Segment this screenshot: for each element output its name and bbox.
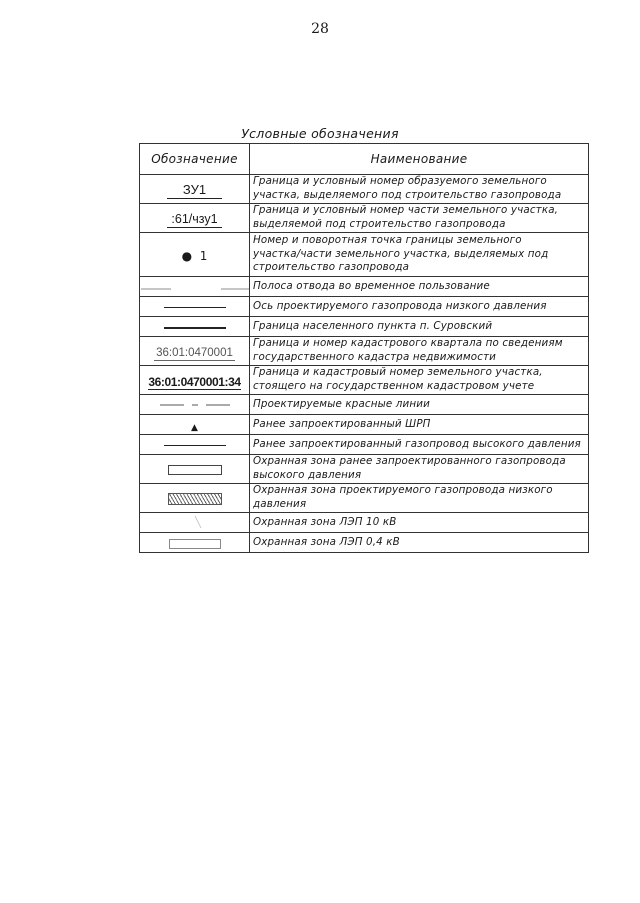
legend-row — [140, 484, 589, 513]
low-pressure-protection-zone-symbol — [168, 493, 222, 505]
symbol-cell — [140, 435, 250, 455]
legend-row-name: Охранная зона ЛЭП 0,4 кВ — [250, 533, 589, 553]
power-line-10kv-zone-symbol — [165, 516, 225, 528]
legend-row-name: Граница населенного пункта п. Суровский — [250, 317, 589, 337]
legend-row — [140, 297, 589, 317]
high-pressure-pipeline-symbol — [164, 445, 226, 446]
legend-row-name: Номер и поворотная точка границы земельного участка/части земельного участка, выделяемых под строительство газопровода — [250, 233, 589, 277]
legend-row-name: Граница и условный номер части земельного участка, выделяемой под строительство газопровода — [250, 204, 589, 233]
legend-row-name: Ранее запроектированный ШРП — [250, 415, 589, 435]
symbol-cell — [140, 513, 250, 533]
symbol-cell — [140, 277, 250, 297]
symbol-cell — [140, 175, 250, 204]
turning-point-symbol: ● 1 — [181, 249, 208, 263]
page-number: 28 — [311, 21, 329, 37]
symbol-cell — [140, 395, 250, 415]
red-lines-symbol — [160, 400, 230, 410]
symbol-cell — [140, 533, 250, 553]
plot-part-label-symbol: :61/чзу1 — [167, 212, 221, 228]
legend-row-name: Полоса отвода во временное пользование — [250, 277, 589, 297]
legend-row-name: Проектируемые красные линии — [250, 395, 589, 415]
header-symbol: Обозначение — [140, 144, 250, 175]
legend-row — [140, 175, 589, 204]
legend-row — [140, 337, 589, 366]
legend-row — [140, 366, 589, 395]
right-of-way-symbol — [141, 278, 249, 292]
legend-row-name: Граница и номер кадастрового квартала по сведениям государственного кадастра недвижимости — [250, 337, 589, 366]
legend-row-name: Ранее запроектированный газопровод высокого давления — [250, 435, 589, 455]
symbol-cell — [140, 455, 250, 484]
legend-row — [140, 533, 589, 553]
legend-row — [140, 455, 589, 484]
legend-row — [140, 513, 589, 533]
legend-row — [140, 204, 589, 233]
settlement-boundary-symbol — [164, 327, 226, 329]
cadastral-quarter-symbol: 36:01:0470001 — [156, 347, 233, 359]
symbol-cell — [140, 204, 250, 233]
point-number: 1 — [199, 249, 208, 263]
legend-row — [140, 277, 589, 297]
legend-title: Условные обозначения — [241, 126, 399, 141]
gas-regulator-triangle-icon: ▲ — [191, 423, 198, 433]
legend-row — [140, 233, 589, 277]
symbol-cell — [140, 366, 250, 395]
power-line-04kv-zone-symbol — [169, 539, 221, 549]
legend-row — [140, 435, 589, 455]
cadastral-plot-symbol: 36:01:0470001:34 — [148, 374, 241, 389]
legend-row-name: Ось проектируемого газопровода низкого давления — [250, 297, 589, 317]
legend-header-row — [140, 144, 589, 175]
header-name: Наименование — [250, 144, 589, 175]
low-pressure-pipeline-axis-symbol — [164, 307, 226, 308]
legend-row-name: Охранная зона ЛЭП 10 кВ — [250, 513, 589, 533]
legend-row-name: Граница и кадастровый номер земельного участка, стоящего на государственном кадастровом учете — [250, 366, 589, 395]
symbol-cell — [140, 337, 250, 366]
legend-row-name: Граница и условный номер образуемого земельного участка, выделяемого под строительство газопровода — [250, 175, 589, 204]
symbol-cell — [140, 415, 250, 435]
legend-row — [140, 317, 589, 337]
symbol-cell — [140, 484, 250, 513]
legend-row-name: Охранная зона проектируемого газопровода низкого давления — [250, 484, 589, 513]
land-plot-label-symbol: ЗУ1 — [167, 182, 222, 199]
symbol-cell — [140, 317, 250, 337]
symbol-cell — [140, 233, 250, 277]
legend-row-name: Охранная зона ранее запроектированного газопровода высокого давления — [250, 455, 589, 484]
legend-table — [139, 143, 589, 553]
legend-row — [140, 395, 589, 415]
legend-row — [140, 415, 589, 435]
high-pressure-protection-zone-symbol — [168, 465, 222, 475]
symbol-cell — [140, 297, 250, 317]
